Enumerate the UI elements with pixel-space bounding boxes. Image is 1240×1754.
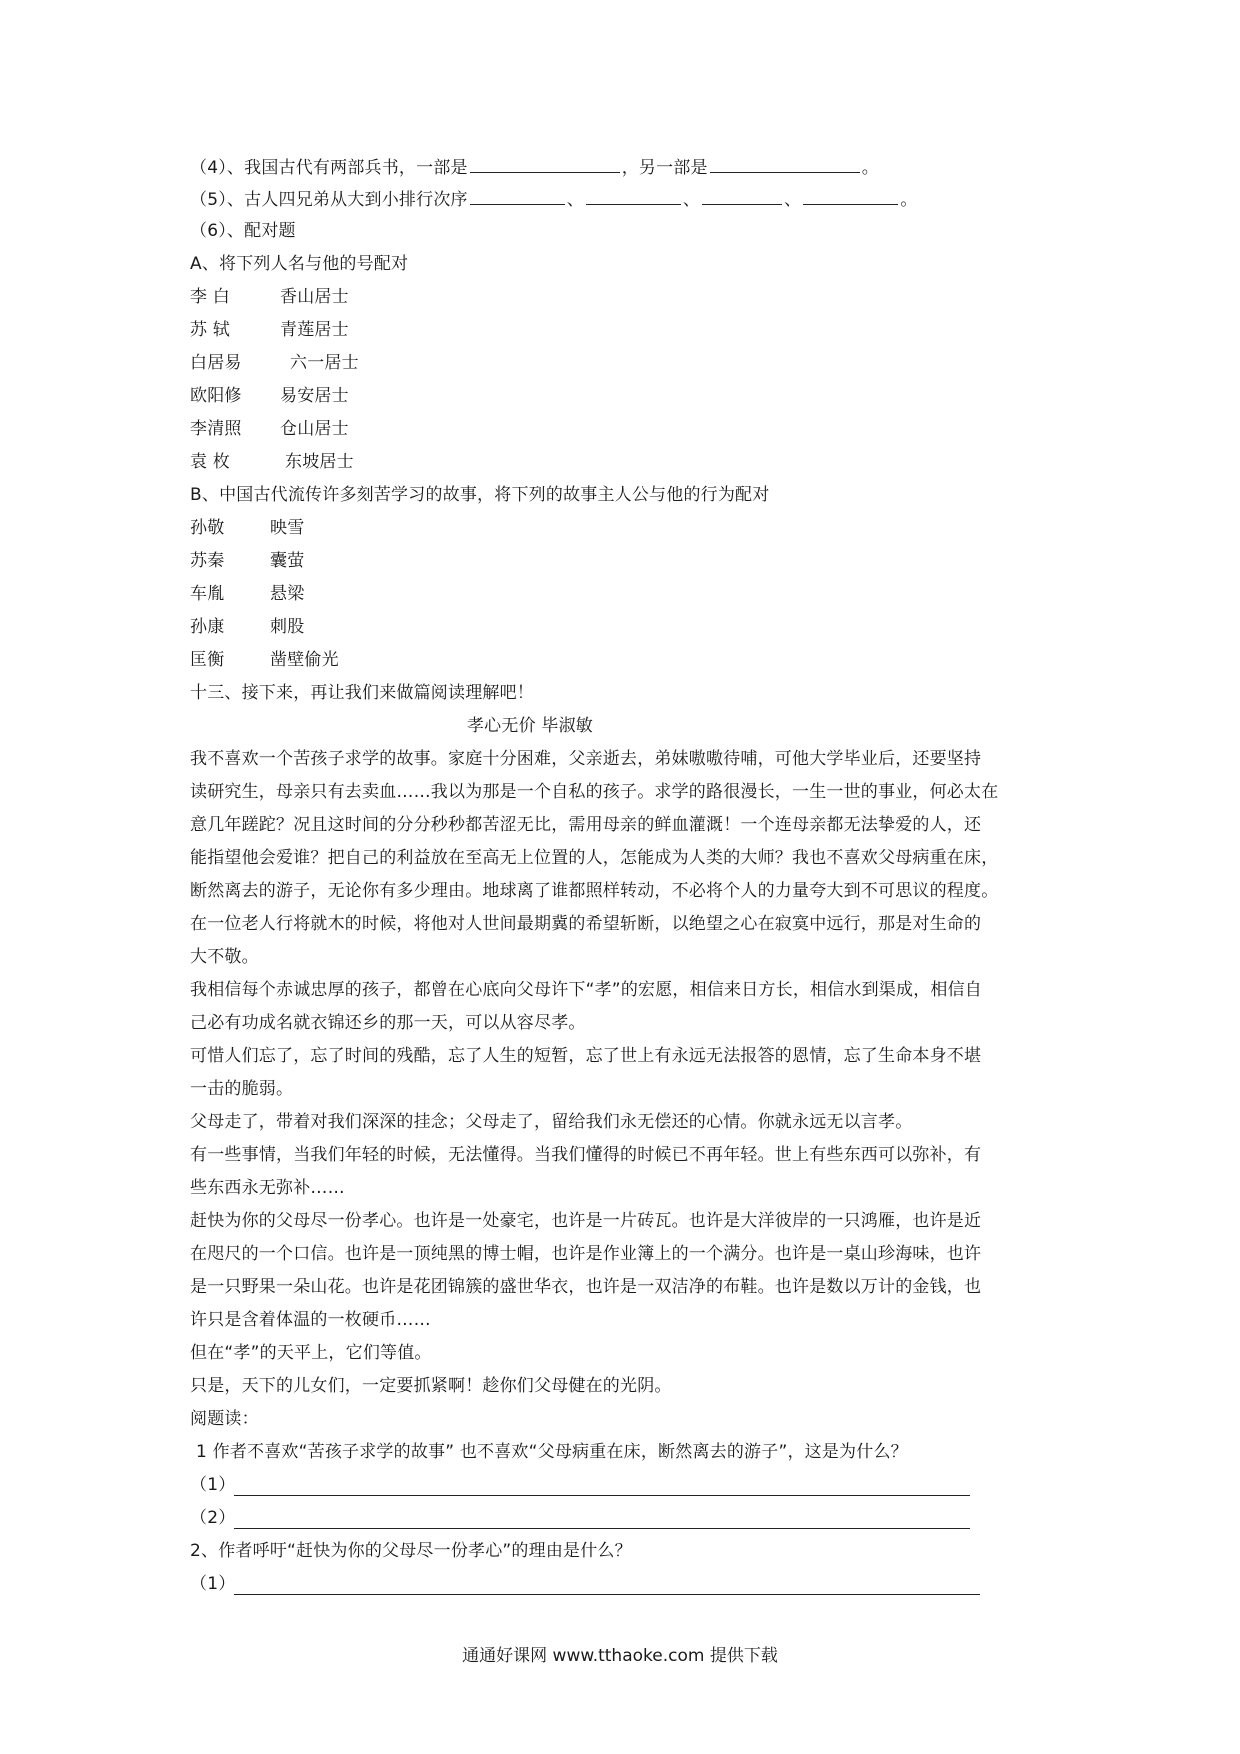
article-line: 赶快为你的父母尽一份孝心。也许是一处豪宅，也许是一片砖瓦。也许是大洋彼岸的一只鸿雁，也许是近 — [190, 1211, 982, 1231]
person-name: 车胤 — [190, 584, 225, 604]
blank-field[interactable] — [710, 156, 860, 173]
match-b-row — [190, 616, 304, 638]
person-name: 苏秦 — [190, 551, 225, 571]
match-b-row — [190, 649, 339, 671]
page-footer: 通通好课网 www.tthaoke.com 提供下载 — [462, 1646, 778, 1666]
person-name: 袁 枚 — [190, 452, 231, 472]
article-line: 能指望他会爱谁？把自己的利益放在至高无上位置的人，怎能成为人类的大师？我也不喜欢父母病重在床， — [190, 848, 999, 868]
answer-1-1-label: （1） — [190, 1475, 236, 1495]
match-a-row — [190, 451, 354, 473]
match-a-row — [190, 286, 349, 308]
question-6: （6）、配对题 — [190, 221, 296, 241]
question-4-label: （4）、我国古代有两部兵书，一部是 — [190, 158, 468, 178]
story-act: 刺股 — [270, 617, 305, 637]
alias: 香山居士 — [280, 287, 349, 307]
alias: 青莲居士 — [280, 320, 349, 340]
match-b-title: B、中国古代流传许多刻苦学习的故事，将下列的故事主人公与他的行为配对 — [190, 485, 770, 505]
match-b-row — [190, 583, 304, 605]
blank-field[interactable] — [702, 188, 782, 205]
blank-field[interactable] — [803, 188, 898, 205]
question-5-label: （5）、古人四兄弟从大到小排行次序 — [190, 190, 468, 210]
person-name: 李清照 — [190, 419, 242, 439]
match-b-row — [190, 517, 304, 539]
article-line: 我相信每个赤诚忠厚的孩子，都曾在心底向父母许下“孝”的宏愿，相信来日方长，相信水到渠成，相信自 — [190, 980, 983, 1000]
match-a-title: A、将下列人名与他的号配对 — [190, 254, 409, 274]
story-act: 悬梁 — [270, 584, 305, 604]
section-heading: 十三、接下来，再让我们来做篇阅读理解吧！ — [190, 683, 534, 703]
match-b-row — [190, 550, 304, 572]
article-line: 在咫尺的一个口信。也许是一顶纯黑的博士帽，也许是作业簿上的一个满分。也许是一桌山珍海味，也许 — [190, 1244, 982, 1264]
article-title: 孝心无价 毕淑敏 — [466, 716, 593, 736]
article-line: 许只是含着体温的一枚硬币…… — [190, 1310, 431, 1330]
separator: 、 — [682, 190, 701, 210]
story-act: 凿壁偷光 — [270, 650, 339, 670]
alias: 东坡居士 — [285, 452, 354, 472]
article-line: 些东西永无弥补…… — [190, 1178, 345, 1198]
article-line: 一击的脆弱。 — [190, 1079, 294, 1099]
person-name: 孙敬 — [190, 518, 225, 538]
blank-field[interactable] — [470, 156, 620, 173]
separator: 、 — [566, 190, 584, 210]
person-name: 苏 轼 — [190, 320, 231, 340]
question-5 — [190, 188, 918, 211]
separator: 、 — [784, 190, 802, 210]
question-1: 1 作者不喜欢“苦孩子求学的故事” 也不喜欢“父母病重在床，断然离去的游子”，这是为什么？ — [196, 1442, 908, 1462]
answer-2-1-line[interactable] — [234, 1594, 980, 1595]
answer-1-1-line[interactable] — [234, 1495, 970, 1496]
article-line: 大不敬。 — [190, 947, 259, 967]
article-line: 父母走了，带着对我们深深的挂念；父母走了，留给我们永无偿还的心情。你就永远无以言孝。 — [190, 1112, 913, 1132]
article-line: 但在“孝”的天平上，它们等值。 — [190, 1343, 432, 1363]
alias: 仓山居士 — [280, 419, 349, 439]
question-4 — [190, 156, 879, 179]
match-a-row — [190, 385, 349, 407]
alias: 六一居士 — [290, 353, 359, 373]
question-4-mid: ，另一部是 — [621, 158, 708, 178]
question-4-end: 。 — [861, 158, 879, 178]
person-name: 欧阳修 — [190, 386, 242, 406]
article-line: 可惜人们忘了，忘了时间的残酷，忘了人生的短暂，忘了世上有永远无法报答的恩情，忘了生命本身不堪 — [190, 1046, 982, 1066]
question-5-end: 。 — [900, 190, 918, 210]
match-a-row — [190, 418, 349, 440]
article-line: 我不喜欢一个苦孩子求学的故事。家庭十分困难，父亲逝去，弟妹嗷嗷待哺，可他大学毕业后，还要坚持 — [190, 749, 982, 769]
article-line: 读研究生，母亲只有去卖血……我以为那是一个自私的孩子。求学的路很漫长，一生一世的事业，何必太在 — [190, 782, 999, 802]
person-name: 孙康 — [190, 617, 225, 637]
alias: 易安居士 — [280, 386, 349, 406]
article-line: 是一只野果一朵山花。也许是花团锦簇的盛世华衣，也许是一双洁净的布鞋。也许是数以万计的金钱，也 — [190, 1277, 982, 1297]
answer-2-1-label: （1） — [190, 1574, 236, 1594]
article-line: 断然离去的游子，无论你有多少理由。地球离了谁都照样转动，不必将个人的力量夸大到不可思议的程度。 — [190, 881, 999, 901]
question-2: 2、作者呼吁“赶快为你的父母尽一份孝心”的理由是什么？ — [190, 1541, 632, 1561]
questions-heading: 阅题读： — [190, 1409, 259, 1429]
story-act: 映雪 — [270, 518, 305, 538]
article-line: 意几年蹉跎？况且这时间的分分秒秒都苦涩无比，需用母亲的鲜血灌溉！一个连母亲都无法挚爱的人，还 — [190, 815, 982, 835]
answer-1-2-line[interactable] — [234, 1528, 970, 1529]
story-act: 囊萤 — [270, 551, 305, 571]
match-a-row — [190, 319, 349, 341]
article-line: 己必有功成名就衣锦还乡的那一天，可以从容尽孝。 — [190, 1013, 586, 1033]
person-name: 白居易 — [190, 353, 242, 373]
blank-field[interactable] — [586, 188, 681, 205]
match-a-row — [190, 352, 359, 374]
article-line: 有一些事情，当我们年轻的时候，无法懂得。当我们懂得的时候已不再年轻。世上有些东西可以弥补，有 — [190, 1145, 982, 1165]
person-name: 匡衡 — [190, 650, 225, 670]
answer-1-2-label: （2） — [190, 1508, 236, 1528]
person-name: 李 白 — [190, 287, 231, 307]
article-line: 在一位老人行将就木的时候，将他对人世间最期冀的希望斩断，以绝望之心在寂寞中远行，那是对生命的 — [190, 914, 982, 934]
blank-field[interactable] — [470, 188, 565, 205]
article-line: 只是，天下的儿女们，一定要抓紧啊！趁你们父母健在的光阴。 — [190, 1376, 672, 1396]
